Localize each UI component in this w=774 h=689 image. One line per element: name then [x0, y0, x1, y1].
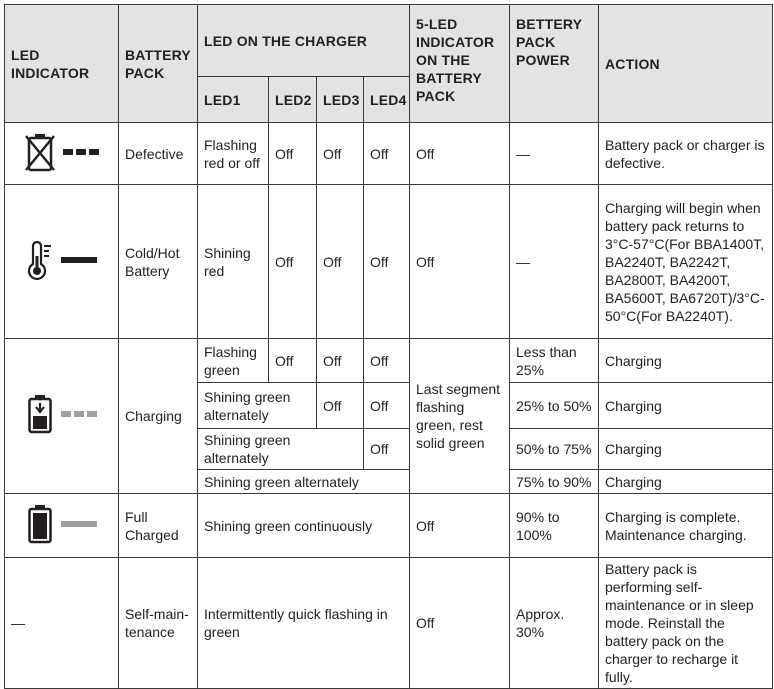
power-charging-2: 25% to 50% [510, 383, 599, 429]
five-led-full: Off [410, 494, 510, 558]
led1-cold-hot: Shining red [198, 185, 269, 339]
dashed-gray-led-icon [61, 410, 97, 418]
led3-cold-hot: Off [317, 185, 364, 339]
led1-defective: Flashing red or off [198, 123, 269, 185]
header-led4: LED4 [364, 77, 410, 123]
led3-charging-2: Off [317, 383, 364, 429]
pack-charging: Charging [119, 339, 198, 494]
full-battery-icon [27, 504, 53, 544]
led4-charging-2: Off [364, 383, 410, 429]
led2-defective: Off [269, 123, 317, 185]
header-led1: LED1 [198, 77, 269, 123]
led123-charging-3: Shining green alternately [198, 429, 364, 470]
power-charging-4: 75% to 90% [510, 470, 599, 494]
action-charging-2: Charging [599, 383, 773, 429]
solid-red-led-icon [61, 256, 97, 264]
led3-charging-1: Off [317, 339, 364, 383]
header-led2: LED2 [269, 77, 317, 123]
thermometer-icon [27, 240, 53, 280]
header-led3: LED3 [317, 77, 364, 123]
pack-full: Full Charged [119, 494, 198, 558]
led3-defective: Off [317, 123, 364, 185]
pack-self-maintenance: Self-main-tenance [119, 558, 198, 689]
pack-cold-hot: Cold/Hot Battery [119, 185, 198, 339]
row-charging-1 [5, 339, 773, 383]
action-full: Charging is complete. Maintenance charging. [599, 494, 773, 558]
led4-charging-1: Off [364, 339, 410, 383]
led4-cold-hot: Off [364, 185, 410, 339]
five-led-cold-hot: Off [410, 185, 510, 339]
header-led-indicator: LED INDICATOR [5, 5, 119, 123]
five-led-defective: Off [410, 123, 510, 185]
action-charging-4: Charging [599, 470, 773, 494]
header-led-on-charger: LED ON THE CHARGER [198, 5, 410, 77]
solid-gray-led-icon [61, 520, 97, 528]
led4-charging-3: Off [364, 429, 410, 470]
dashed-red-led-icon [63, 148, 99, 156]
power-self-maintenance: Approx. 30% [510, 558, 599, 689]
row-self-maintenance [5, 558, 773, 689]
action-charging-1: Charging [599, 339, 773, 383]
led-indicator-table [4, 4, 773, 689]
power-full: 90% to 100% [510, 494, 599, 558]
action-cold-hot: Charging will begin when battery pack returns to 3°C-57°C(For BBA1400T, BA2240T, BA2242T, BA2800T, BA4200T, BA5600T, BA6720T)/3°C-50°C(For BA2240T). [599, 185, 773, 339]
power-defective: — [510, 123, 599, 185]
led1234-charging-4: Shining green alternately [198, 470, 410, 494]
row-cold-hot [5, 185, 773, 339]
row-full [5, 494, 773, 558]
pack-defective: Defective [119, 123, 198, 185]
led1-charging-1: Flashing green [198, 339, 269, 383]
led4-defective: Off [364, 123, 410, 185]
five-led-charging: Last segment flashing green, rest solid green [410, 339, 510, 494]
five-led-self-maintenance: Off [410, 558, 510, 689]
power-charging-1: Less than 25% [510, 339, 599, 383]
indicator-charging [5, 339, 119, 494]
power-cold-hot: — [510, 185, 599, 339]
power-charging-3: 50% to 75% [510, 429, 599, 470]
action-defective: Battery pack or charger is defective. [599, 123, 773, 185]
header-5-led-indicator: 5-LED INDICATOR ON THE BATTERY PACK [410, 5, 510, 123]
indicator-full [5, 494, 119, 558]
leds-full: Shining green continuously [198, 494, 410, 558]
row-defective [5, 123, 773, 185]
header-battery-pack-power: BETTERY PACK POWER [510, 5, 599, 123]
charging-battery-icon [27, 394, 53, 434]
indicator-cold-hot [5, 185, 119, 339]
leds-self-maintenance: Intermittently quick flashing in green [198, 558, 410, 689]
action-self-maintenance: Battery pack is performing self-maintenance or in sleep mode. Reinstall the battery pack on the charger to recharge it fully. [599, 558, 773, 689]
led12-charging-2: Shining green alternately [198, 383, 317, 429]
indicator-defective [5, 123, 119, 185]
header-battery-pack: BATTERY PACK [119, 5, 198, 123]
crossed-battery-icon [25, 132, 55, 172]
action-charging-3: Charging [599, 429, 773, 470]
indicator-self-maintenance: — [5, 558, 119, 689]
led2-charging-1: Off [269, 339, 317, 383]
header-action: ACTION [599, 5, 773, 123]
led2-cold-hot: Off [269, 185, 317, 339]
